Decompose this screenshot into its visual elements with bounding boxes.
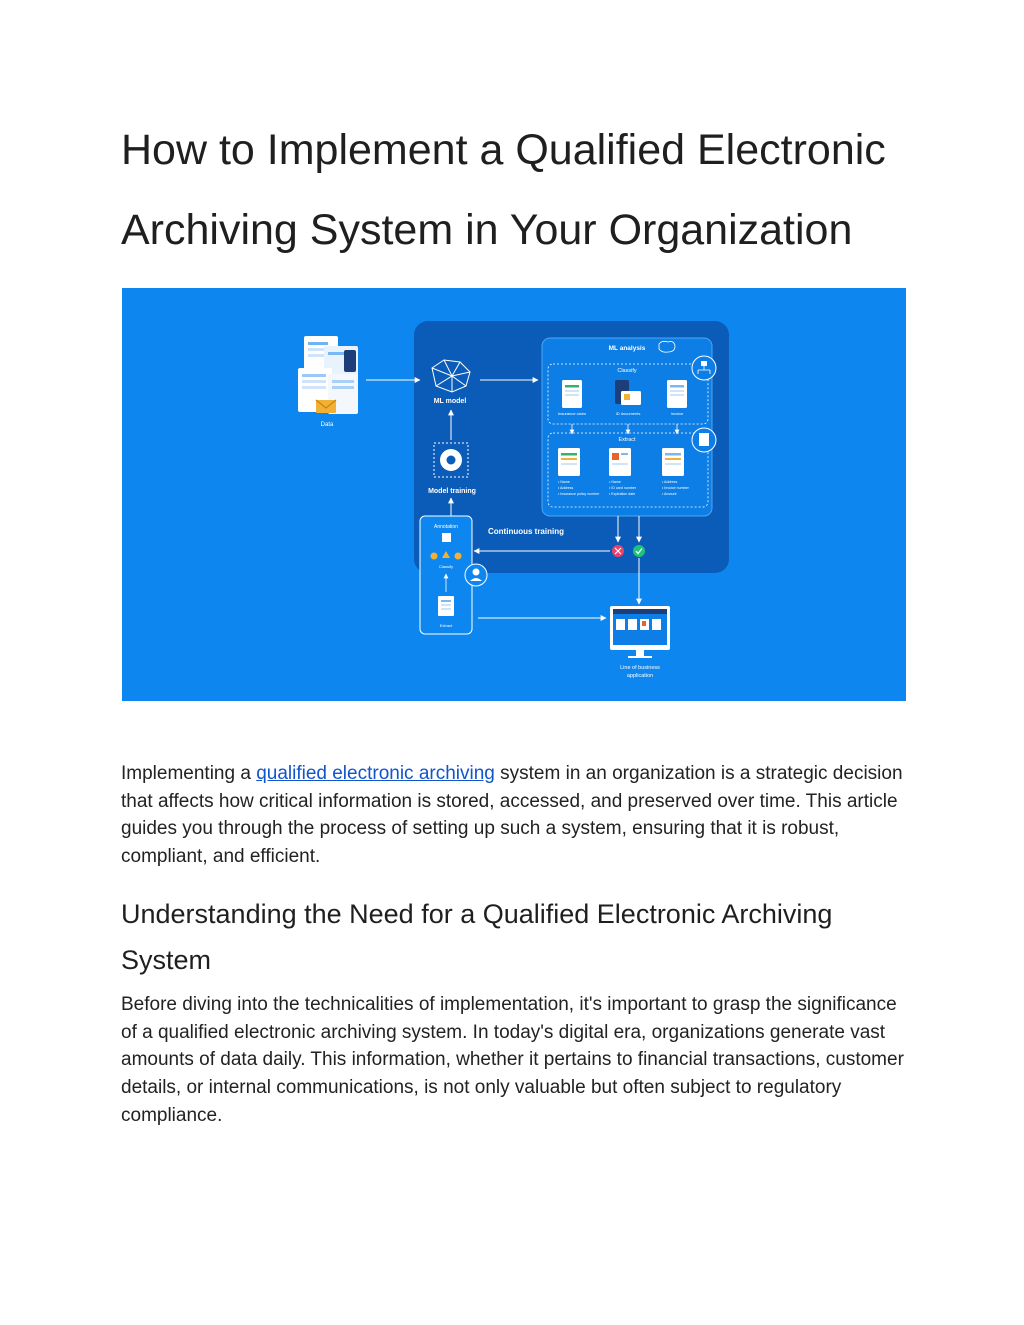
section-heading [121,891,911,983]
model-training-label: Model training [428,488,476,495]
hierarchy-icon-node [701,361,707,366]
lob-label-line2: application [626,673,654,679]
classify-documents [562,380,687,408]
extract-documents [558,448,684,476]
extract-field: • Name [558,480,570,484]
extract-field: • Expiration date [609,492,636,496]
class-label-id: ID documents [615,411,641,416]
title-line-2: Archiving System in Your Organization [121,206,853,254]
section-heading-line-1: Understanding the Need for a Qualified Electronic Archiving [121,899,833,929]
extract-field: • Amount [662,492,677,496]
qualified-archiving-link[interactable]: qualified electronic archiving [256,763,495,784]
title-line-1: How to Implement a Qualified Electronic [121,126,886,174]
ml-model-label: ML model [433,398,467,405]
ml-analysis-label: ML analysis [608,345,646,352]
document-check-icon-page [699,433,709,446]
extract-field: • Name [609,480,621,484]
extract-field: • Address [662,480,678,484]
extract-label: Extract [618,437,636,443]
annotation-label: Annotation [434,524,458,530]
ml-archiving-diagram [122,288,906,701]
data-label: Data [320,422,334,428]
annotation-extract-icon [438,596,454,616]
class-label-insurance: Insurance claim [557,411,587,416]
error-icon [612,545,624,557]
intro-paragraph [121,760,911,871]
classify-label: Classify [617,368,637,374]
continuous-training-label: Continuous training [488,527,564,536]
intro-text-before-link: Implementing a [121,763,257,784]
human-reviewer-icon [465,564,487,586]
article-title [121,110,921,270]
section-heading-line-2: System [121,945,212,975]
annotation-extract-label: Extract [439,623,453,628]
class-label-invoice: Invoice [670,411,684,416]
extract-field: • Invoice number [662,486,689,490]
extract-field: • ID card number [609,486,637,490]
extract-field: • Address [558,486,574,490]
annotation-classify-label: Classify [438,564,454,569]
section-paragraph: Before diving into the technicalities of implementation, it's important to grasp the significance of a qualified electronic archiving system. In today's digital era, organizations generate vast amounts of data daily. This information, whether it pertains to financial transactions, customer details, or internal communications, is not only valuable but often subject to regulatory compliance. [121,994,904,1126]
extract-field: • Insurance policy number [558,492,600,496]
check-icon [633,545,645,557]
data-documents-icon [298,336,358,414]
gear-icon [440,449,462,471]
intro-text-after-link: system in an organization is a strategic decision that affects how critical information is stored, accessed, and preserved over time. This article guides you through the process of setting up such a system, ensuring that it is robust, compliant, and efficient. [121,763,903,868]
lob-label-line1: Line of business [620,665,660,671]
